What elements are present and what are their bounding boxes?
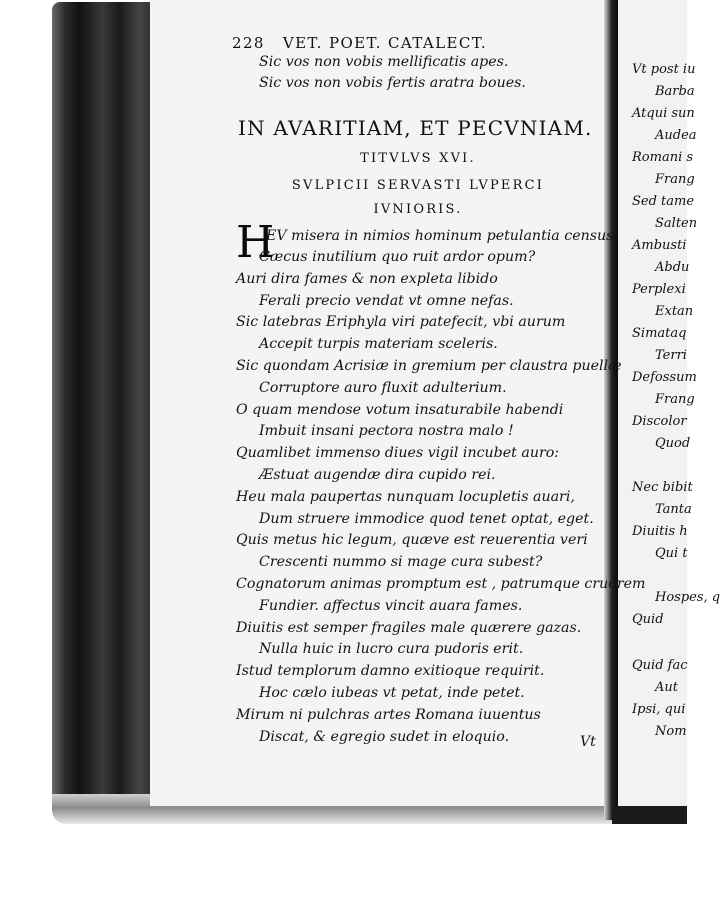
poem-line: Æstuat augendæ dira cupido rei. — [259, 467, 496, 483]
poem-line: Crescenti nummo si mage cura subest? — [259, 554, 543, 571]
right-page-line: Ambusti — [632, 238, 687, 253]
right-page-line: Nom — [655, 724, 687, 739]
poem-line: Auri dira fames & non expleta libido — [236, 270, 498, 287]
poem-line: Quamlibet immenso diues vigil incubet auro: — [236, 445, 560, 462]
poem-line: Ferali precio vendat vt omne nefas. — [259, 292, 514, 309]
right-page-line: Tanta — [655, 502, 692, 517]
right-cover-edge — [612, 806, 687, 824]
poem-line: O quam mendose votum insaturabile habendi — [236, 401, 564, 418]
right-page-line: Nec bibit — [632, 480, 693, 495]
right-page-line: Perplexi — [632, 282, 686, 297]
poem-line: Hoc cælo iubeas vt petat, inde petet. — [259, 685, 525, 701]
poem-line: Mirum ni pulchras artes Romana iuuentus — [236, 706, 541, 723]
running-head — [232, 34, 572, 52]
right-page-line: Frang — [655, 172, 695, 187]
poem-line: Corruptore auro fluxit adulterium. — [259, 379, 507, 396]
poem-line-first: EV misera in nimios hominum petulantia census, — [266, 228, 618, 244]
right-page-line: Quid fac — [632, 658, 688, 673]
right-page-line: Quod — [655, 436, 691, 451]
top-line-2: Sic vos non vobis fertis aratra boues. — [259, 75, 526, 91]
poem-line: Imbuit insani pectora nostra malo ! — [259, 423, 514, 440]
right-page-line: Barba — [655, 84, 695, 99]
titulus: TITVLVS XVI. — [360, 151, 476, 166]
right-page-line: Hospes, q — [655, 590, 720, 605]
right-page-line: Audea — [655, 128, 697, 143]
running-title: VET. POET. CATALECT. — [282, 34, 488, 52]
right-page-line: Quid — [632, 612, 664, 627]
right-page-line: Defossum — [632, 370, 697, 385]
author-line-2: IVNIORIS. — [373, 202, 463, 217]
author-line-1: SVLPICII SERVASTI LVPERCI — [291, 178, 545, 193]
poem-line: Cognatorum animas promptum est , patrumque cruorem — [236, 576, 646, 592]
poem-line: Dum struere immodice quod tenet optat, eget. — [259, 510, 594, 527]
poem-line: Sic quondam Acrisiæ in gremium per claustra puellæ — [236, 358, 622, 374]
right-page-line: Abdu — [655, 260, 690, 275]
poem-line: Quis metus hic legum, quæve est reuerentia veri — [236, 532, 588, 549]
right-page-line: Qui t — [655, 546, 688, 561]
poem-line: Accepit turpis materiam sceleris. — [259, 336, 498, 353]
poem-line: Cæcus inutilium quo ruit ardor opum? — [259, 249, 536, 265]
page-number: 228 — [232, 34, 265, 52]
right-page-line: Extan — [655, 304, 694, 319]
right-page-line: Aut — [655, 680, 678, 695]
poem-line: Nulla huic in lucro cura pudoris erit. — [259, 641, 524, 658]
poem-line: Discat, & egregio sudet in eloquio. — [259, 728, 510, 745]
right-page-line: Terri — [655, 348, 687, 363]
right-page-line: Romani s — [632, 150, 694, 165]
right-page-line: Frang — [655, 392, 695, 407]
right-page-line: Vt post iu — [632, 62, 696, 77]
catchword: Vt — [580, 734, 596, 750]
poem-line: Sic latebras Eriphyla viri patefecit, vbi aurum — [236, 314, 566, 331]
poem-line: Fundier. affectus vincit auara fames. — [259, 597, 523, 614]
top-line-1: Sic vos non vobis mellificatis apes. — [259, 54, 509, 70]
right-page-line: Ipsi, qui — [632, 702, 686, 717]
right-page-line: Sed tame — [632, 194, 695, 209]
right-page-line: Diuitis h — [632, 524, 688, 539]
book-spine-shadow — [52, 2, 164, 810]
right-page-line: Simataq — [632, 326, 687, 341]
section-heading: IN AVARITIAM, ET PECVNIAM. — [238, 116, 593, 140]
poem-line: Heu mala paupertas nunquam locupletis auari, — [236, 488, 575, 505]
right-page-line: Salten — [655, 216, 698, 231]
right-page-line: Atqui sun — [632, 106, 695, 121]
poem-line: Diuitis est semper fragiles male quærere gazas. — [236, 619, 582, 636]
poem-line: Istud templorum damno exitioque requirit. — [236, 663, 545, 680]
drop-cap: H — [236, 217, 275, 268]
right-page-line: Discolor — [632, 414, 687, 429]
